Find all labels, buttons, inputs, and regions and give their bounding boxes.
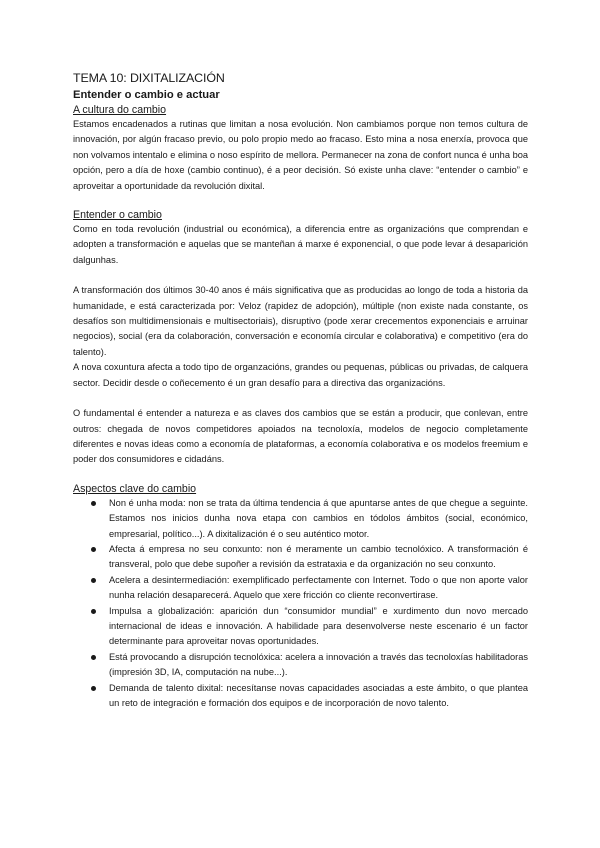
paragraph: Como en toda revolución (industrial ou económica), a diferencia entre as organizacións que comprendan e adopten a transformación e aquelas que se manteñan á marxe é exponencial, o que pode levar á desaparición dalgunhas. — [73, 224, 528, 265]
bullet-icon — [91, 609, 96, 614]
document-subtitle: Entender o cambio e actuar — [73, 89, 220, 101]
section-heading-key-aspects: Aspectos clave do cambio — [73, 482, 197, 495]
key-aspects-list — [73, 496, 528, 712]
section-heading-understand: Entender o cambio — [73, 209, 162, 222]
bullet-icon — [91, 547, 96, 552]
list-item: Non é unha moda: non se trata da última tendencia á que apuntarse antes de que chegue a seguinte. Estamos nos inicios dunha nova etapa con cambios en tódolos ámbitos (social, económico, empresarial, político...). A dixitalización é o seu auténtico motor. — [109, 496, 528, 542]
document-title: TEMA 10: DIXITALIZACIÓN — [73, 71, 225, 85]
bullet-icon — [91, 655, 96, 660]
bullet-icon — [91, 501, 96, 506]
list-item: Impulsa a globalización: aparición dun “consumidor mundial” e xurdimento dun novo mercado internacional de ideas e innovación. A habilidade para desenvolverse neste escenario é un factor determinante para aproveitar novas oportunidades. — [109, 604, 528, 650]
list-item: Demanda de talento dixital: necesítanse novas capacidades asociadas a este ámbito, o que plantea un reto de integración e formación dos equipos e de incorporación de novo talento. — [109, 681, 528, 712]
section-heading-culture: A cultura do cambio — [73, 104, 167, 116]
paragraph: O fundamental é entender a natureza e as claves dos cambios que se están a producir, que conlevan, entre outros: chegada de novos competidores apoiados na tecnoloxía, modelos de negocio completamente diferentes e novas ideas como a economía de plataformas, a economía colaborativa e os modelos freemium e poder dos consumidores e cidadáns. — [73, 408, 528, 465]
bullet-icon — [91, 578, 96, 583]
bullet-icon — [91, 686, 96, 691]
paragraph: Estamos encadenados a rutinas que limitan a nosa evolución. Non cambiamos porque non temos cultura de innovación, por algún fracaso previo, ou polo propio medo ao fracaso. Esto mina a nosa enerxía, provoca que non volvamos intentalo e elimina o noso espírito de mellora. Permanecer na zona de confort nunca é unha boa opción, pero a día de hoxe (cambio continuo), é a peor decisión. Só existe unha clave: “entender o cambio” e aproveitar a oportunidade da revolución dixital. — [73, 119, 528, 191]
list-item: Acelera a desintermediación: exemplificado perfectamente con Internet. Todo o que non aporte valor nunha relación desaparecerá. Aquelo que xere fricción co cliente reconvertirase. — [109, 573, 528, 604]
list-item: Está provocando a disrupción tecnolóxica: acelera a innovación a través das tecnoloxías habilitadoras (impresión 3D, IA, computación na nube...). — [109, 650, 528, 681]
list-item: Afecta á empresa no seu conxunto: non é meramente un cambio tecnolóxico. A transformación é transveral, polo que debe supoñer a revisión da estrataxia e da organización no seu conxunto. — [109, 542, 528, 573]
paragraph: A transformación dos últimos 30-40 anos é máis significativa que as producidas ao longo de toda a historia da humanidade, e está caracterizada por: Veloz (rapidez de adopción), múltiple (non existe nada constante, os desafíos son multidimensionais e multisectoriais), disruptivo (pode xerar crecementos exponenciais e arruinar negocios), social (era da colaboración, conversación e economía circular e colaborativa) e competitivo (era do talento). — [73, 285, 528, 357]
paragraph: A nova coxuntura afecta a todo tipo de organzacións, grandes ou pequenas, públicas ou privadas, de calquera sector. Decidir desde o coñecemento é un gran desafío para a directiva das organizacións. — [73, 362, 528, 388]
